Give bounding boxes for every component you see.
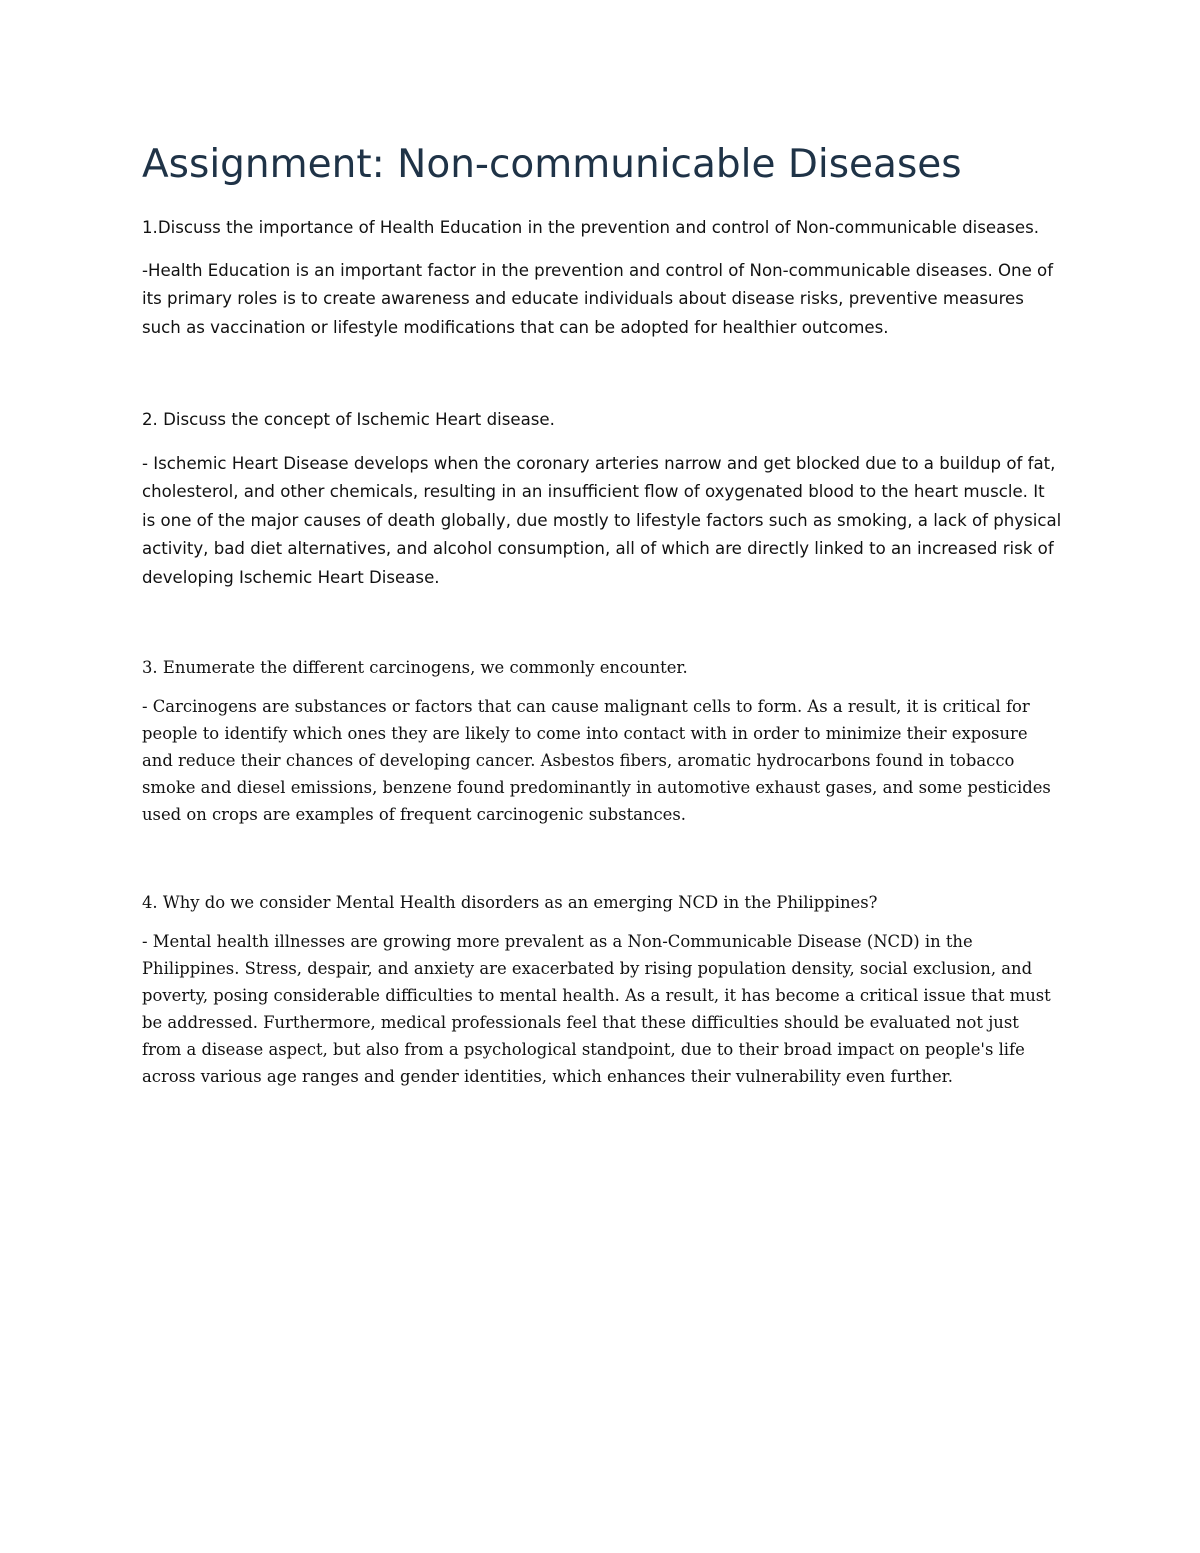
answer-4: - Mental health illnesses are growing more prevalent as a Non-Communicable Disease (NCD) in the Philippines. Stress, despair, and anxiety are exacerbated by rising population density, social exclusion, and poverty, posing considerable difficulties to mental health. As a result, it has become a critical issue that must be addressed. Furthermore, medical professionals feel that these difficulties should be evaluated not just from a disease aspect, but also from a psychological standpoint, due to their broad impact on people's life across various age ranges and gender identities, which enhances their vulnerability even further. [142,932,1051,1086]
question-2: 2. Discuss the concept of Ischemic Heart disease. [142,410,555,429]
question-1: 1.Discuss the importance of Health Education in the prevention and control of Non-communicable diseases. [142,218,1040,237]
document-title: Assignment: Non-communicable Diseases [142,142,962,187]
answer-1: -Health Education is an important factor in the prevention and control of Non-communicable diseases. One of its primary roles is to create awareness and educate individuals about disease risks, preventive measures such as vaccination or lifestyle modifications that can be adopted for healthier outcomes. [142,260,1054,337]
document-page [142,138,1062,1090]
answer-2: - Ischemic Heart Disease develops when the coronary arteries narrow and get blocked due to a buildup of fat, cholesterol, and other chemicals, resulting in an insufficient flow of oxygenated blood to the heart muscle. It is one of the major causes of death globally, due mostly to lifestyle factors such as smoking, a lack of physical activity, bad diet alternatives, and alcohol consumption, all of which are directly linked to an increased risk of developing Ischemic Heart Disease. [142,453,1062,587]
question-3: 3. Enumerate the different carcinogens, we commonly encounter. [142,658,688,677]
answer-3: - Carcinogens are substances or factors that can cause malignant cells to form. As a result, it is critical for people to identify which ones they are likely to come into contact with in order to minimize their exposure and reduce their chances of developing cancer. Asbestos fibers, aromatic hydrocarbons found in tobacco smoke and diesel emissions, benzene found predominantly in automotive exhaust gases, and some pesticides used on crops are examples of frequent carcinogenic substances. [142,697,1051,824]
question-4: 4. Why do we consider Mental Health disorders as an emerging NCD in the Philippines? [142,893,878,912]
